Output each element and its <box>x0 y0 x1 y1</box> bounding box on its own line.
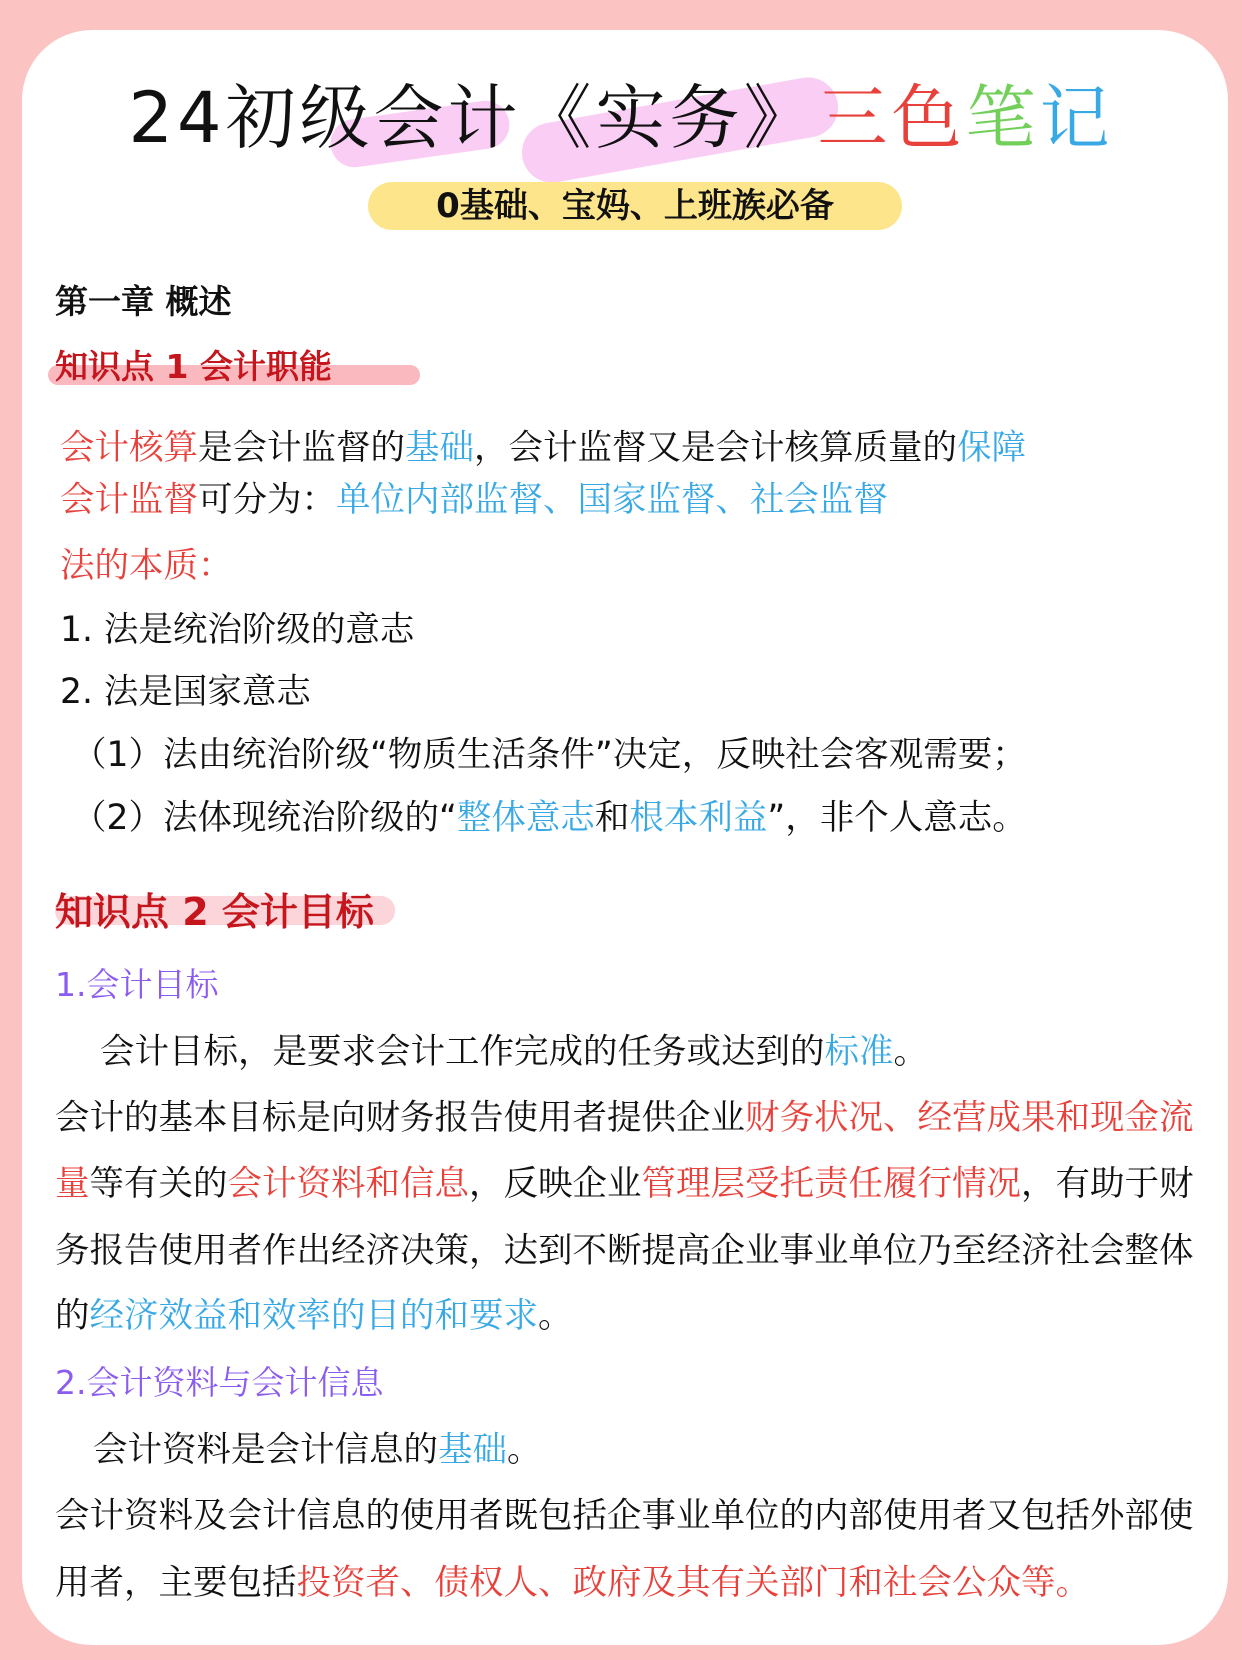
text-segment: 。 <box>893 1032 928 1072</box>
text-line <box>72 735 1027 775</box>
text-segment: 可分为： <box>198 480 336 520</box>
text-segment: 会计的基本目标是向财务报告使用者提供企业 <box>55 1098 745 1138</box>
text-line <box>60 428 1026 468</box>
text-segment: 知识点 1 会计职能 <box>55 347 332 386</box>
text-line <box>55 1231 1194 1271</box>
text-segment: 量 <box>55 1164 90 1204</box>
text-segment: 基础 <box>405 428 474 468</box>
text-segment: 标准 <box>824 1032 894 1072</box>
text-line <box>55 1098 1194 1138</box>
text-line <box>60 546 233 586</box>
text-segment: 整体意志 <box>456 798 595 838</box>
text-segment: 知识点 2 会计目标 <box>55 890 374 934</box>
text-segment: 会计监督 <box>60 480 198 520</box>
text-line <box>72 798 1027 838</box>
text-segment: 。 <box>538 1296 573 1336</box>
text-segment: 是会计监督的 <box>198 428 405 468</box>
text-segment: 务报告使用者作出经济决策，达到不断提高企业事业单位乃至经济社会整体 <box>55 1231 1194 1271</box>
text-line <box>55 1296 573 1336</box>
text-line <box>60 610 414 650</box>
text-segment: 法的本质： <box>60 546 233 586</box>
text-segment: 根本利益 <box>629 798 768 838</box>
text-segment: 2. 法是国家意志 <box>60 672 311 712</box>
text-segment: 等有关的 <box>89 1164 228 1204</box>
text-line <box>55 1363 384 1403</box>
title-char-red: 色 <box>891 77 966 159</box>
text-segment: ，会计监督又是会计核算质量的 <box>474 428 957 468</box>
title-char-red: 三 <box>817 77 892 159</box>
text-segment: 会计资料和信息 <box>227 1164 469 1204</box>
section-heading <box>55 892 374 932</box>
text-segment: 单位内部监督、国家监督、社会监督 <box>336 480 888 520</box>
text-segment: 会计核算 <box>60 428 198 468</box>
text-line <box>55 965 219 1005</box>
text-segment: 1.会计目标 <box>55 965 219 1004</box>
text-segment: 经济效益和效率的目的和要求 <box>89 1296 538 1336</box>
subtitle-badge: 0基础、宝妈、上班族必备 <box>368 182 902 230</box>
text-segment: 用者，主要包括 <box>55 1563 297 1603</box>
text-segment: 管理层受托责任履行情况 <box>641 1164 1021 1204</box>
title-char-green: 笔 <box>965 77 1040 159</box>
text-segment: 基础 <box>438 1430 507 1470</box>
text-line <box>55 1164 1194 1204</box>
text-segment: 会计资料及会计信息的使用者既包括企事业单位的内部使用者又包括外部使 <box>55 1496 1194 1536</box>
text-segment: 财务状况、经营成果和现金流 <box>745 1098 1194 1138</box>
title-main: 24初级会计《实务》 <box>128 77 818 159</box>
text-segment: （1）法由统治阶级“物质生活条件”决定，反映社会客观需要； <box>72 735 1027 775</box>
text-line <box>60 480 888 520</box>
text-segment: 会计资料是会计信息的 <box>93 1430 438 1470</box>
text-segment: ，反映企业 <box>469 1164 642 1204</box>
text-line <box>60 672 311 712</box>
text-segment: （2）法体现统治阶级的“ <box>72 798 457 838</box>
text-segment: ，有助于财 <box>1021 1164 1194 1204</box>
text-segment: 会计目标，是要求会计工作完成的任务或达到的 <box>100 1032 825 1072</box>
text-segment: 投资者、债权人、政府及其有关部门和社会公众等。 <box>296 1563 1090 1603</box>
text-segment: 保障 <box>957 428 1026 468</box>
text-segment: 1. 法是统治阶级的意志 <box>60 610 415 650</box>
text-line <box>93 1430 542 1470</box>
text-segment: 的 <box>55 1296 90 1336</box>
text-line <box>55 1496 1194 1536</box>
text-segment: ”，非个人意志。 <box>767 798 1027 838</box>
text-segment: 。 <box>507 1430 542 1470</box>
title-char-blue: 记 <box>1039 77 1114 159</box>
page-title <box>0 62 1242 163</box>
section-heading <box>55 347 332 387</box>
text-line <box>55 1563 1090 1603</box>
section-heading <box>55 282 232 322</box>
text-line <box>100 1032 928 1072</box>
text-segment: 第一章 概述 <box>55 282 232 321</box>
text-segment: 2.会计资料与会计信息 <box>55 1363 384 1402</box>
text-segment: 和 <box>594 798 630 838</box>
